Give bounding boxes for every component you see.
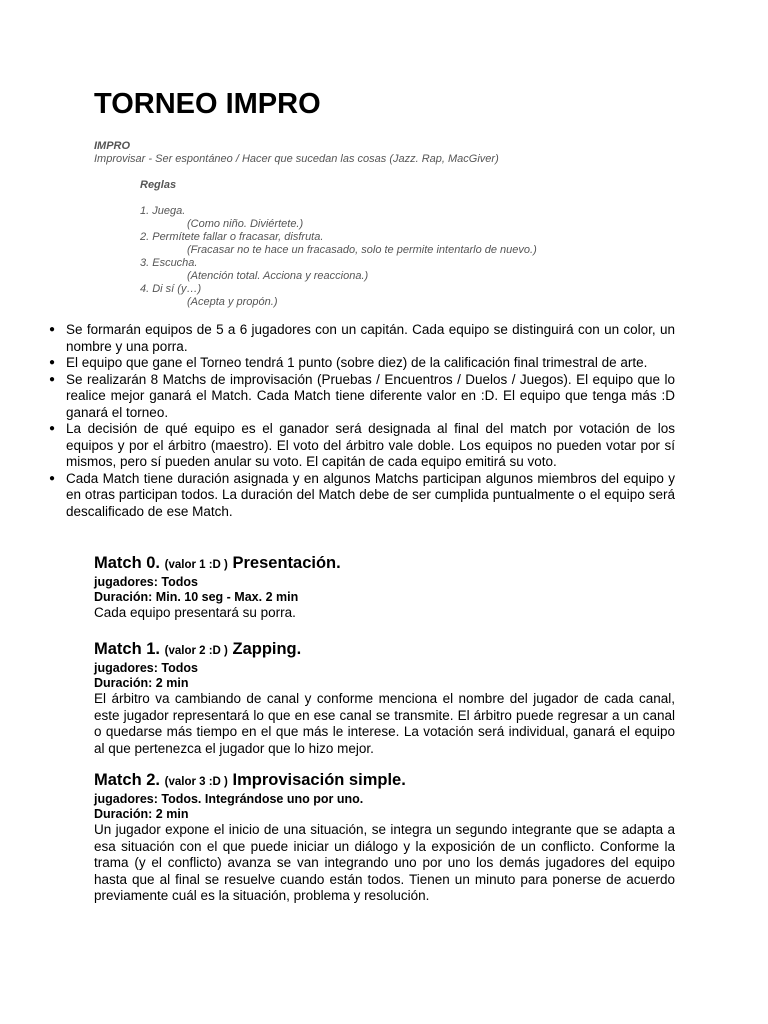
list-item (40, 355, 675, 372)
list-item-text: La decisión de qué equipo es el ganador será designada al final del match por votación de los equipos y por el árbitro (maestro). El voto del árbitro vale doble. Los equipos no pueden votar por sí mismos, pero sí pueden anular su voto. El capitán de cada equipo emitirá su voto. (66, 421, 675, 469)
bullet-icon: ● (49, 423, 56, 434)
rule-main: 3. Escucha. (140, 257, 198, 269)
match-duration: Duración: 2 min (94, 676, 189, 690)
match-value: (valor 1 :D ) (164, 559, 228, 571)
list-item-text: Se formarán equipos de 5 a 6 jugadores con un capitán. Cada equipo se distinguirá con un color, un nombre y una porra. (66, 322, 675, 354)
match-title: Improvisación simple. (232, 771, 406, 789)
match-title: Presentación. (232, 554, 341, 572)
rule-item (140, 231, 537, 257)
list-item-text: Cada Match tiene duración asignada y en algunos Matchs participan algunos miembros del equipo y en otras participan todos. La duración del Match debe de ser cumplida puntualmente o el equipo será descalificado de ese Match. (66, 470, 675, 519)
bullet-icon: ● (49, 472, 56, 484)
rules-block (140, 179, 537, 309)
list-item (40, 322, 675, 355)
impro-definition: Improvisar - Ser espontáneo / Hacer que sucedan las cosas (Jazz. Rap, MacGiver) (94, 153, 499, 165)
rule-item (140, 283, 537, 309)
match-players: jugadores: Todos. Integrándose uno por uno. (94, 792, 364, 806)
match-name: Match 1. (94, 640, 161, 658)
rule-main: 1. Juega. (140, 205, 186, 217)
match-name: Match 2. (94, 771, 161, 789)
document-title: TORNEO IMPRO (94, 88, 321, 120)
rules-bullet-list (40, 322, 675, 520)
match-title: Zapping. (232, 640, 302, 658)
match-players: jugadores: Todos (94, 661, 198, 675)
match-name: Match 0. (94, 554, 161, 572)
rule-sub: (Atención total. Acciona y reacciona.) (187, 270, 369, 282)
list-item-text: Se realizarán 8 Matchs de improvisación (Pruebas / Encuentros / Duelos / Juegos). El equipo que lo realice mejor ganará el Match. Cada Match tiene diferente valor en :D. El equipo que tenga más :D ganará el torneo. (66, 371, 675, 420)
match-section (94, 770, 675, 905)
impro-definition-block (94, 140, 499, 166)
match-description: Cada equipo presentará su porra. (94, 605, 296, 620)
rule-sub: (Como niño. Diviértete.) (187, 218, 304, 230)
match-heading (94, 639, 675, 661)
list-item (40, 372, 675, 422)
match-section (94, 553, 675, 622)
match-description: Un jugador expone el inicio de una situación, se integra un segundo integrante que se adapta a esa situación con el que puede iniciar un diálogo y la exposición de un conflicto. Conforme la trama (y el conflicto) avanza se van integrando uno por uno los demás jugadores del equipo hasta que al final se resuelve cuando están todos. Tienen un minuto para ponerse de acuerdo previamente cuál es la situación, problema y resolución. (94, 822, 675, 903)
rule-item (140, 205, 537, 231)
match-heading (94, 770, 675, 792)
list-item-text: El equipo que gane el Torneo tendrá 1 punto (sobre diez) de la calificación final trimestral de arte. (66, 355, 648, 370)
impro-label: IMPRO (94, 140, 131, 152)
match-heading (94, 553, 675, 575)
rule-sub: (Acepta y propón.) (187, 296, 278, 308)
rule-item (140, 257, 537, 283)
match-players: jugadores: Todos (94, 575, 198, 589)
bullet-icon: ● (49, 373, 56, 385)
rule-main: 4. Di sí (y…) (140, 283, 202, 295)
list-item (40, 471, 675, 521)
list-item (40, 421, 675, 471)
rules-heading: Reglas (140, 179, 177, 191)
match-value: (valor 2 :D ) (164, 645, 228, 657)
bullet-icon: ● (49, 357, 56, 368)
match-duration: Duración: Min. 10 seg - Max. 2 min (94, 590, 299, 604)
match-value: (valor 3 :D ) (164, 776, 228, 788)
match-description: El árbitro va cambiando de canal y conforme menciona el nombre del jugador de cada canal, este jugador representará lo que en ese canal se transmite. El árbitro puede regresar a un canal o quedarse más tiempo en el que más le interese. La votación será individual, ganará el equipo al que pertenezca el jugador que lo hizo mejor. (94, 691, 675, 756)
rule-sub: (Fracasar no te hace un fracasado, solo te permite intentarlo de nuevo.) (187, 244, 537, 256)
bullet-icon: ● (49, 324, 56, 335)
match-section (94, 639, 675, 757)
match-duration: Duración: 2 min (94, 807, 189, 821)
rule-main: 2. Permítete fallar o fracasar, disfruta. (140, 231, 324, 243)
